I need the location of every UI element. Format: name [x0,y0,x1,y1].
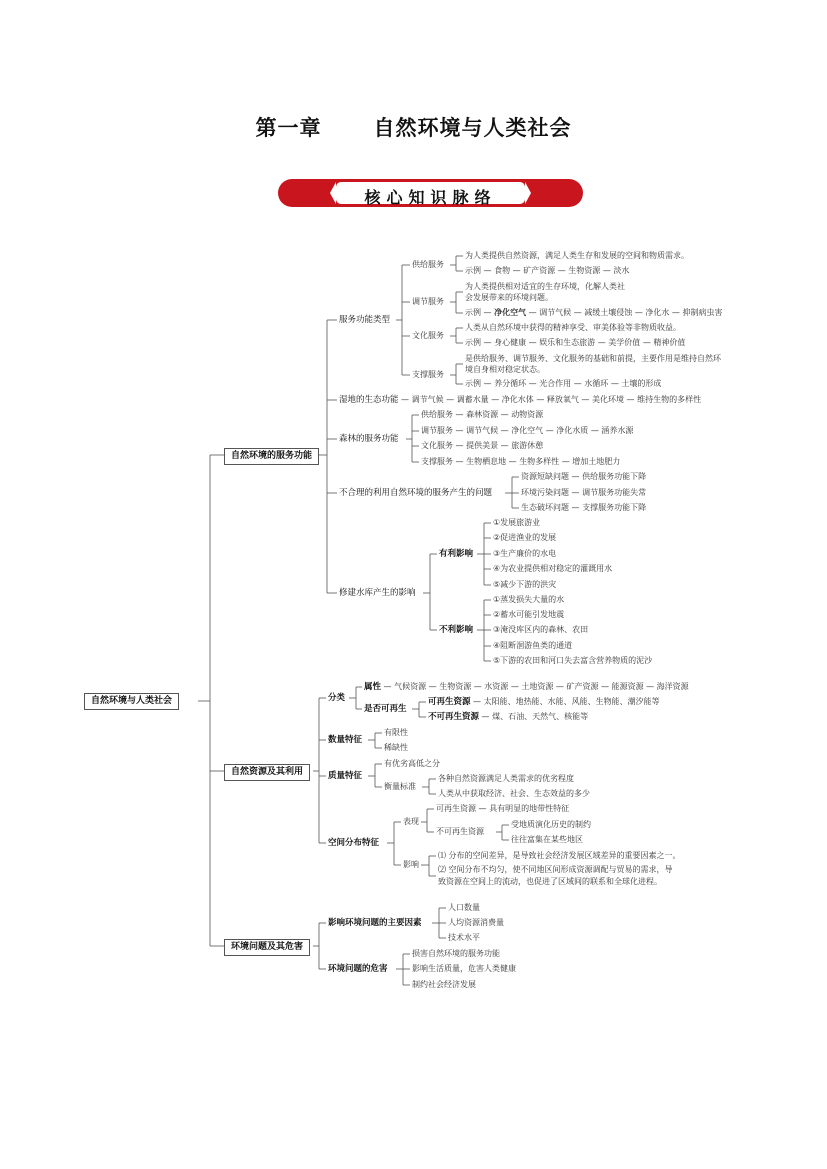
space-label: 空间分布特征 [328,838,380,848]
wetland-item: 美化环境 [591,395,624,404]
wetland-item: 维持生物的多样性 [637,395,702,404]
factor-item: 人均资源消费量 [448,918,504,927]
wetland-item: 调蓄水量 [456,395,489,404]
forest-item: 调节气候 [466,426,499,435]
nonrenewable-row: 不可再生资源 — 煤、石油、天然气、核能等 [428,712,589,722]
example-item: 美学价值 [608,338,641,347]
attribute-row: 属性 — 气候资源 — 生物资源 — 水资源 — 土地资源 — 矿产资源 — 能源资源 — 海洋资源 [364,682,689,692]
attribute-label: 属性 [364,682,382,692]
banner-label: 核心知识脉络 [364,188,497,207]
space-show-label: 表现 [403,817,419,826]
misuse-label: 不合理的利用自然环境的服务产生的问题 [339,488,493,498]
forest-item: 生物多样性 [519,457,560,466]
reservoir-bad-item: ④阻断洄游鱼类的通道 [493,641,573,650]
forest-row: 供给服务 — 森林资源 — 动物资源 [421,410,544,419]
example-item: 减缓土壤侵蚀 [584,308,633,317]
space-effect-1: ⑴ 分布的空间差异，是导致社会经济发展区域差异的重要因素之一。 [438,851,681,860]
forest-item: 净化水质 [556,426,589,435]
reservoir-good-item: ②促进渔业的发展 [493,533,557,542]
forest-item: 生物栖息地 [466,457,507,466]
forest-item: 涵养水源 [601,426,634,435]
example-label: 示例 [465,379,481,388]
service-types-label: 服务功能类型 [339,315,391,325]
regulate-service-desc-2: 会发展带来的环境问题。 [465,293,553,302]
resource-type: 气候资源 [394,682,427,691]
misuse-effect: 调节服务功能失常 [582,488,647,497]
forest-row-label: 供给服务 [421,410,453,419]
example-item: 娱乐和生态旅游 [539,338,596,347]
misuse-row: 环境污染问题 — 调节服务功能失常 [521,488,647,497]
quality-item: 有优劣高低之分 [384,759,440,768]
regulate-service-desc-1: 为人类提供相对适宜的生存环境，化解人类社 [465,282,625,291]
misuse-problem: 资源短缺问题 [521,472,569,481]
measure-label: 衡量标准 [384,782,416,791]
nonrenewable-examples: 煤、石油、天然气、核能等 [492,712,589,721]
example-item: 净化水 [645,308,670,317]
resource-type: 能源资源 [611,682,644,691]
support-service-desc-1: 是供给服务、调节服务、文化服务的基础和前提，主要作用是维持自然环 [465,354,721,363]
section-service-functions: 自然环境的服务功能 [224,448,319,465]
reservoir-good-item: ⑤减少下游的洪灾 [493,580,557,589]
harm-item: 损害自然环境的服务功能 [412,949,500,958]
harm-label: 环境问题的危害 [328,964,388,974]
space-nonrenew-item: 受地质演化历史的制约 [511,820,591,829]
example-item: 土壤的形成 [621,379,662,388]
forest-row: 文化服务 — 提供美景 — 旅游休憩 [421,441,544,450]
quantity-label: 数量特征 [328,735,363,745]
resource-type: 生物资源 [439,682,472,691]
support-service-examples: 示例 — 养分循环 — 光合作用 — 水循环 — 土壤的形成 [465,379,662,388]
reservoir-bad-item: ②蓄水可能引发地震 [493,610,565,619]
example-item: 调节气候 [539,308,572,317]
supply-service-desc: 为人类提供自然资源，满足人类生存和发展的空间和物质需求。 [465,251,689,260]
space-renew-label: 可再生资源 [436,804,476,813]
forest-item: 提供美景 [466,441,499,450]
space-renew-row: 可再生资源 — 具有明显的地带性特征 [436,804,570,813]
wetland-item: 调节气候 [411,395,444,404]
space-effect-2a: ⑵ 空间分布不均匀，使不同地区间形成资源调配与贸易的需求，导 [438,865,673,874]
forest-row-label: 调节服务 [421,426,453,435]
reservoir-bad-item: ⑤下游的农田和河口失去富含营养物质的泥沙 [493,656,653,665]
space-effect-2b: 致资源在空间上的流动，也促进了区域间的联系和全球化进程。 [438,877,662,886]
forest-item: 动物资源 [511,410,544,419]
forest-row: 支撑服务 — 生物栖息地 — 生物多样性 — 增加土地肥力 [421,457,621,466]
misuse-row: 生态破坏问题 — 支撑服务功能下降 [521,503,647,512]
forest-row-label: 支撑服务 [421,457,453,466]
example-item: 食物 [494,266,511,275]
reservoir-good-item: ③生产廉价的水电 [493,549,557,558]
misuse-problem: 生态破坏问题 [521,503,569,512]
forest-item: 净化空气 [511,426,544,435]
chapter-name: 自然环境与人类社会 [373,116,572,140]
renewable-label: 可再生资源 [428,697,471,707]
example-item: 抑制病虫害 [682,308,723,317]
example-label: 示例 [465,266,481,275]
culture-service-desc: 人类从自然环境中获得的精神享受、审美体验等非物质收益。 [465,323,681,332]
quantity-item: 有限性 [384,728,408,737]
misuse-row: 资源短缺问题 — 供给服务功能下降 [521,472,647,481]
classify-label: 分类 [328,693,346,703]
renewable-examples: 太阳能、地热能、水能、风能、生物能、潮汐能等 [483,697,660,706]
support-service-label: 支撑服务 [412,370,444,379]
example-item: 身心健康 [494,338,527,347]
renewable-question-label: 是否可再生 [364,704,407,714]
reservoir-bad-item: ①蒸发损失大量的水 [493,595,565,604]
reservoir-good-item: ①发展旅游业 [493,518,541,527]
forest-item: 森林资源 [466,410,499,419]
reservoir-good-item: ④为农业提供相对稳定的灌溉用水 [493,564,613,573]
measure-item: 各种自然资源满足人类需求的优劣程度 [438,774,574,783]
section-natural-resources: 自然资源及其利用 [224,764,310,781]
space-renew-item: 具有明显的地带性特征 [489,804,570,813]
forest-row: 调节服务 — 调节气候 — 净化空气 — 净化水质 — 涵养水源 [421,426,634,435]
space-effect-label: 影响 [403,860,419,869]
misuse-effect: 支撑服务功能下降 [582,503,647,512]
example-item: 矿产资源 [523,266,556,275]
supply-service-examples: 示例 — 食物 — 矿产资源 — 生物资源 — 淡水 [465,266,630,275]
quantity-item: 稀缺性 [384,743,408,752]
example-item: 净化空气 [494,308,527,317]
example-item: 淡水 [613,266,630,275]
forest-item: 增加土地肥力 [572,457,621,466]
example-label: 示例 [465,338,481,347]
wetland-item: 释放氧气 [546,395,579,404]
reservoir-bad-item: ③淹没库区内的森林、农田 [493,625,589,634]
resource-type: 水资源 [484,682,509,691]
forest-row-label: 文化服务 [421,441,453,450]
wetland-functions: 湿地的生态功能 — 调节气候 — 调蓄水量 — 净化水体 — 释放氧气 — 美化环境 — 维持生物的多样性 [339,395,702,405]
harm-item: 影响生活质量，危害人类健康 [412,964,516,973]
root-node: 自然环境与人类社会 [84,693,179,710]
misuse-effect: 供给服务功能下降 [582,472,647,481]
quality-label: 质量特征 [328,771,363,781]
culture-service-examples: 示例 — 身心健康 — 娱乐和生态旅游 — 美学价值 — 精神价值 [465,338,686,347]
space-nonrenew-label: 不可再生资源 [436,827,484,836]
wetland-label: 湿地的生态功能 [339,395,399,405]
harm-item: 制约社会经济发展 [412,980,476,989]
example-item: 水循环 [584,379,609,388]
section-environmental-problems: 环境问题及其危害 [224,939,310,956]
forest-item: 旅游休憩 [511,441,544,450]
space-nonrenew-item: 往往富集在某些地区 [511,835,583,844]
forest-label: 森林的服务功能 [339,434,399,444]
reservoir-good-label: 有利影响 [439,549,474,559]
factors-label: 影响环境问题的主要因素 [328,918,422,928]
renewable-row: 可再生资源 — 太阳能、地热能、水能、风能、生物能、潮汐能等 [428,697,660,707]
chapter-number: 第一章 [255,116,322,140]
supply-service-label: 供给服务 [412,260,444,269]
regulate-service-examples: 示例 — 净化空气 — 调节气候 — 减缓土壤侵蚀 — 净化水 — 抑制病虫害 [465,308,723,317]
example-label: 示例 [465,308,481,317]
example-item: 养分循环 [494,379,527,388]
measure-item: 人类从中获取经济、社会、生态效益的多少 [438,789,590,798]
misuse-problem: 环境污染问题 [521,488,569,497]
example-item: 生物资源 [568,266,601,275]
culture-service-label: 文化服务 [412,331,444,340]
nonrenewable-label: 不可再生资源 [428,712,480,722]
resource-type: 土地资源 [521,682,554,691]
support-service-desc-2: 境自身相对稳定状态。 [465,365,545,374]
resource-type: 矿产资源 [566,682,599,691]
example-item: 精神价值 [653,338,686,347]
example-item: 光合作用 [539,379,572,388]
reservoir-label: 修建水库产生的影响 [339,588,416,598]
wetland-item: 净化水体 [501,395,534,404]
reservoir-bad-label: 不利影响 [439,625,474,635]
resource-type: 海洋资源 [656,682,689,691]
regulate-service-label: 调节服务 [412,297,444,306]
factor-item: 技术水平 [448,933,480,942]
factor-item: 人口数量 [448,903,480,912]
